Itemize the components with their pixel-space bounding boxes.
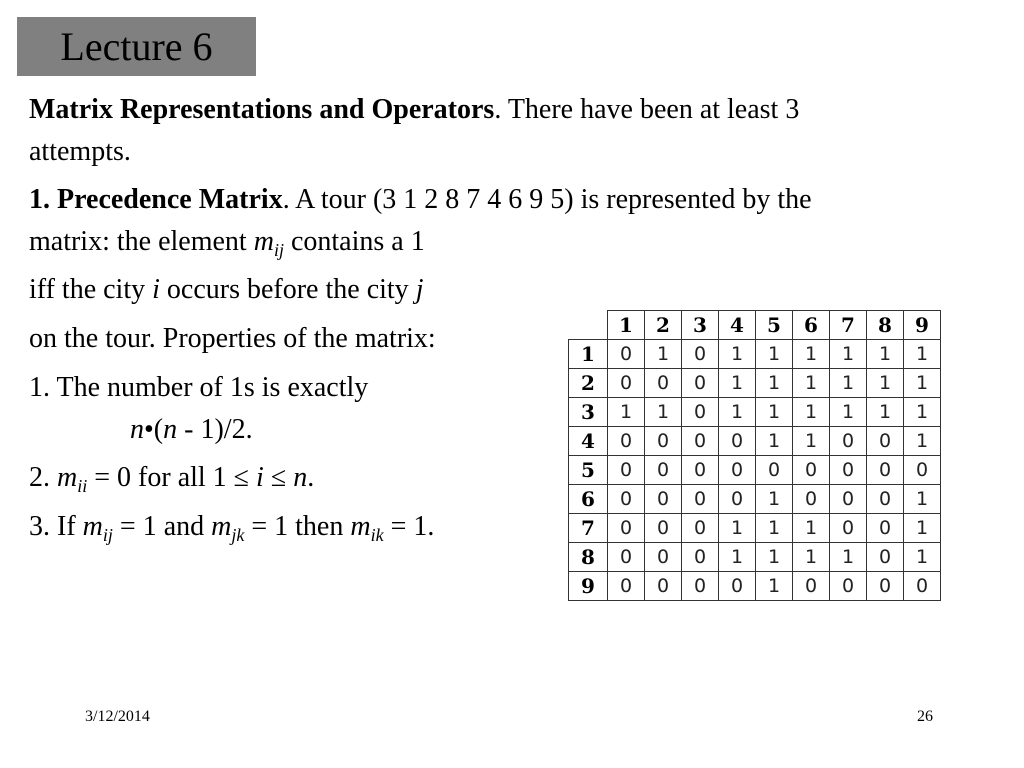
matrix-cell: 1 <box>756 514 793 543</box>
matrix-row-header: 5 <box>569 456 608 485</box>
precedence-matrix-line1 <box>29 184 812 216</box>
text: 3. If <box>29 511 83 542</box>
subscript-ij: ij <box>273 240 284 260</box>
heading-precedence: Precedence <box>57 184 192 215</box>
matrix-cell: 1 <box>830 543 867 572</box>
subscript-ij: ij <box>102 525 113 545</box>
var-m: m <box>350 511 371 542</box>
matrix-col-header: 1 <box>608 311 645 340</box>
matrix-col-header: 7 <box>830 311 867 340</box>
matrix-col-header: 6 <box>793 311 830 340</box>
precedence-matrix-line4 <box>29 323 436 355</box>
matrix-cell: 1 <box>719 543 756 572</box>
property-1-line1 <box>29 372 368 404</box>
matrix-cell: 0 <box>904 456 941 485</box>
matrix-cell: 0 <box>608 340 645 369</box>
matrix-row <box>569 427 941 456</box>
matrix-cell: 1 <box>719 514 756 543</box>
matrix-cell: 1 <box>867 398 904 427</box>
text: . <box>307 462 315 493</box>
matrix-cell: 0 <box>867 514 904 543</box>
matrix-row <box>569 340 941 369</box>
matrix-cell: 0 <box>756 456 793 485</box>
matrix-cell: 1 <box>756 572 793 601</box>
matrix-cell: 0 <box>867 572 904 601</box>
matrix-cell: 1 <box>608 398 645 427</box>
matrix-cell: 0 <box>867 456 904 485</box>
matrix-cell: 1 <box>793 514 830 543</box>
matrix-cell: 1 <box>867 369 904 398</box>
matrix-cell: 1 <box>793 340 830 369</box>
matrix-cell: 0 <box>793 485 830 514</box>
matrix-row-header: 3 <box>569 398 608 427</box>
matrix-cell: 1 <box>756 369 793 398</box>
matrix-col-header: 2 <box>645 311 682 340</box>
matrix-cell: 1 <box>756 485 793 514</box>
text: iff the city <box>29 274 146 305</box>
matrix-row <box>569 543 941 572</box>
matrix-cell: 1 <box>904 340 941 369</box>
matrix-cell: 0 <box>830 514 867 543</box>
var-i: i <box>152 274 160 305</box>
matrix-cell: 0 <box>830 572 867 601</box>
paragraph-matrix-intro-line2 <box>29 136 131 168</box>
matrix-cell: 0 <box>793 572 830 601</box>
matrix-cell: 0 <box>719 485 756 514</box>
matrix-cell: 0 <box>682 427 719 456</box>
matrix-row <box>569 485 941 514</box>
matrix-row <box>569 514 941 543</box>
subscript-jk: jk <box>231 525 245 545</box>
matrix-cell: 0 <box>608 427 645 456</box>
matrix-cell: 0 <box>682 398 719 427</box>
property-3 <box>29 511 434 543</box>
property-1-text: 1. The number of 1s is exactly <box>29 372 369 403</box>
matrix-cell: 0 <box>608 369 645 398</box>
matrix-row <box>569 398 941 427</box>
matrix-cell: 1 <box>756 427 793 456</box>
matrix-col-header: 5 <box>756 311 793 340</box>
matrix-col-header: 3 <box>682 311 719 340</box>
slide-title <box>17 17 256 76</box>
matrix-cell: 0 <box>608 572 645 601</box>
matrix-cell: 1 <box>645 398 682 427</box>
matrix-row-header: 1 <box>569 340 608 369</box>
matrix-cell: 0 <box>608 456 645 485</box>
var-i: i <box>256 462 264 493</box>
matrix-cell: 1 <box>756 543 793 572</box>
matrix-cell: 0 <box>645 572 682 601</box>
heading-matrix: Matrix <box>198 184 283 215</box>
matrix-row-header: 4 <box>569 427 608 456</box>
slide-date: 3/12/2014 <box>85 708 150 725</box>
matrix-cell: 1 <box>793 543 830 572</box>
matrix-cell: 0 <box>608 514 645 543</box>
matrix-header-row <box>569 311 941 340</box>
matrix-cell: 0 <box>719 456 756 485</box>
text: on the tour. Properties of the matrix: <box>29 323 436 354</box>
matrix-cell: 1 <box>719 369 756 398</box>
matrix-row <box>569 369 941 398</box>
matrix-row-header: 7 <box>569 514 608 543</box>
var-n: n <box>163 414 178 445</box>
matrix-cell: 0 <box>867 427 904 456</box>
var-n: n <box>130 414 144 445</box>
matrix-col-header: 4 <box>719 311 756 340</box>
matrix-cell: 1 <box>904 427 941 456</box>
text: = 1 and <box>112 511 212 542</box>
slide-page-number: 26 <box>917 708 933 725</box>
text: = 1. <box>383 511 435 542</box>
matrix-cell: 1 <box>719 340 756 369</box>
matrix-cell: 0 <box>682 340 719 369</box>
matrix-cell: 1 <box>830 369 867 398</box>
matrix-corner-cell <box>569 311 608 340</box>
matrix-cell: 0 <box>645 543 682 572</box>
matrix-cell: 0 <box>793 456 830 485</box>
matrix-cell: 0 <box>830 427 867 456</box>
matrix-row-header: 2 <box>569 369 608 398</box>
matrix-cell: 1 <box>904 398 941 427</box>
precedence-matrix-table <box>568 310 941 601</box>
text: matrix: the element <box>29 226 247 257</box>
heading-matrix-representations: Matrix Representations and Operators <box>29 94 495 125</box>
matrix-col-header: 8 <box>867 311 904 340</box>
matrix-cell: 0 <box>682 572 719 601</box>
matrix-cell: 0 <box>830 485 867 514</box>
matrix-cell: 0 <box>682 543 719 572</box>
matrix-cell: 0 <box>645 427 682 456</box>
matrix-cell: 1 <box>904 514 941 543</box>
var-m: m <box>57 462 78 493</box>
var-n: n <box>293 462 308 493</box>
precedence-matrix-line2 <box>29 226 425 258</box>
matrix-cell: 0 <box>608 485 645 514</box>
subscript-ik: ik <box>370 525 384 545</box>
intro-text-line2: attempts. <box>29 136 131 167</box>
matrix-row <box>569 572 941 601</box>
matrix-cell: 0 <box>867 485 904 514</box>
matrix-cell: 0 <box>830 456 867 485</box>
var-m: m <box>211 511 232 542</box>
slide-title-text: Lecture 6 <box>60 24 213 69</box>
matrix-cell: 0 <box>682 485 719 514</box>
matrix-cell: 1 <box>830 340 867 369</box>
matrix-cell: 0 <box>645 369 682 398</box>
matrix-body <box>569 340 941 601</box>
text: occurs before the city <box>166 274 409 305</box>
matrix-cell: 1 <box>756 398 793 427</box>
matrix-cell: 0 <box>682 514 719 543</box>
matrix-row <box>569 456 941 485</box>
matrix-cell: 0 <box>645 485 682 514</box>
var-j: j <box>415 274 424 305</box>
matrix-cell: 0 <box>719 572 756 601</box>
matrix-row-header: 9 <box>569 572 608 601</box>
matrix-cell: 1 <box>830 398 867 427</box>
precedence-text: . A tour (3 1 2 8 7 4 6 9 5) is represented by the <box>282 184 812 215</box>
matrix-cell: 0 <box>682 456 719 485</box>
matrix-cell: 1 <box>793 427 830 456</box>
matrix-cell: 1 <box>645 340 682 369</box>
matrix-cell: 1 <box>904 485 941 514</box>
matrix-cell: 0 <box>645 514 682 543</box>
item-number: 1. <box>29 184 50 215</box>
matrix-cell: 1 <box>793 369 830 398</box>
matrix-cell: 0 <box>645 456 682 485</box>
matrix-cell: 0 <box>719 427 756 456</box>
var-m: m <box>82 511 103 542</box>
matrix-row-header: 6 <box>569 485 608 514</box>
matrix-cell: 1 <box>793 398 830 427</box>
text: •( <box>144 414 164 445</box>
matrix-cell: 1 <box>904 369 941 398</box>
matrix-cell: 1 <box>719 398 756 427</box>
text: = 0 for all 1 ≤ <box>87 462 257 493</box>
matrix-col-header: 9 <box>904 311 941 340</box>
subscript-ii: ii <box>77 476 88 496</box>
matrix-cell: 0 <box>867 543 904 572</box>
matrix-cell: 0 <box>608 543 645 572</box>
matrix-cell: 1 <box>756 340 793 369</box>
text: - 1)/2. <box>177 414 253 445</box>
precedence-matrix-line3 <box>29 274 423 306</box>
text: contains a 1 <box>290 226 425 257</box>
matrix-cell: 0 <box>682 369 719 398</box>
var-m: m <box>253 226 274 257</box>
matrix-cell: 1 <box>867 340 904 369</box>
intro-text: . There have been at least 3 <box>494 94 800 125</box>
property-1-formula <box>130 414 253 446</box>
text: = 1 then <box>244 511 351 542</box>
paragraph-matrix-intro-line1 <box>29 94 799 126</box>
text: ≤ <box>263 462 294 493</box>
matrix-cell: 1 <box>904 543 941 572</box>
property-2 <box>29 462 314 494</box>
matrix-cell: 0 <box>904 572 941 601</box>
matrix-row-header: 8 <box>569 543 608 572</box>
text: 2. <box>29 462 57 493</box>
